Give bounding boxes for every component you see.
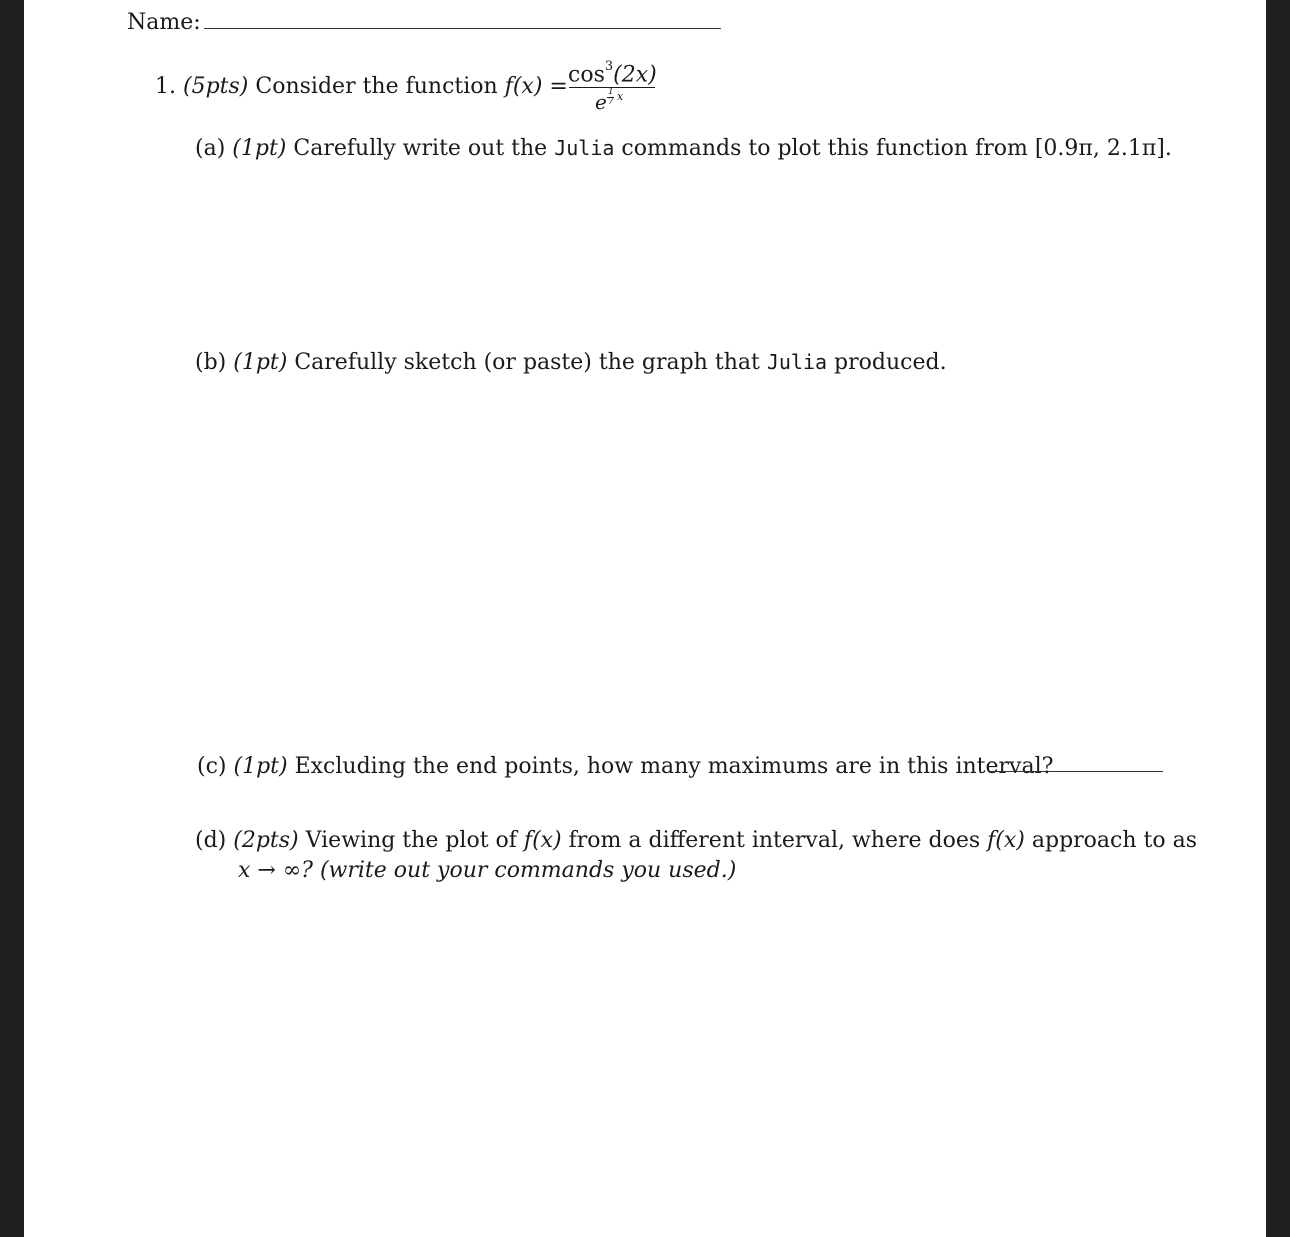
part-b-text-2: produced.	[834, 350, 947, 375]
fraction-denominator: e	[595, 90, 607, 114]
fraction-numerator: $\cos^3(2x)$	[568, 59, 657, 88]
part-d-label: (d)	[195, 828, 227, 853]
name-label: Name:	[127, 10, 201, 35]
part-c-label: (c)	[197, 754, 227, 779]
question-points: (5pts)	[183, 74, 249, 99]
exponent-numerator: 1	[608, 87, 614, 97]
part-b-points: (1pt)	[233, 350, 288, 375]
part-d-text-1: Viewing the plot of	[305, 828, 517, 853]
question-intro: Consider the function	[255, 74, 498, 99]
part-a	[195, 135, 1172, 162]
part-d-limit: x → ∞?	[238, 858, 313, 883]
part-a-text-2: commands to plot this function from [0.9π, 2.1π].	[621, 136, 1172, 161]
part-b-label: (b)	[195, 350, 227, 375]
question-number: 1.	[155, 74, 176, 99]
part-d-line-2	[238, 858, 736, 884]
part-b	[195, 349, 947, 376]
julia-keyword: Julia	[766, 350, 828, 374]
part-b-text-1: Carefully sketch (or paste) the graph that	[294, 350, 760, 375]
function-lhs: f(x) =	[504, 74, 568, 99]
part-a-text-1: Carefully write out the	[293, 136, 548, 161]
part-c-points: (1pt)	[233, 754, 288, 779]
part-d-points: (2pts)	[233, 828, 299, 853]
part-d-note: (write out your commands you used.)	[319, 858, 737, 883]
exponent-variable: x	[617, 90, 624, 103]
part-a-label: (a)	[195, 136, 226, 161]
part-a-points: (1pt)	[232, 136, 287, 161]
part-d-fx-1: f(x)	[523, 828, 562, 853]
part-c-answer-line[interactable]	[990, 771, 1163, 772]
part-d-text-3: approach to as	[1031, 828, 1198, 853]
julia-keyword: Julia	[554, 136, 615, 160]
part-d-fx-2: f(x)	[987, 828, 1025, 853]
exponent-denominator: 7	[608, 97, 614, 107]
part-d-line-1	[195, 828, 1197, 854]
worksheet-page	[24, 0, 1266, 1237]
part-c	[197, 754, 1053, 780]
question-1-stem	[155, 74, 568, 100]
part-d-text-2: from a different interval, where does	[568, 828, 981, 853]
name-blank-line[interactable]	[204, 28, 721, 29]
part-c-text: Excluding the end points, how many maximums are in this interval?	[294, 754, 1054, 779]
